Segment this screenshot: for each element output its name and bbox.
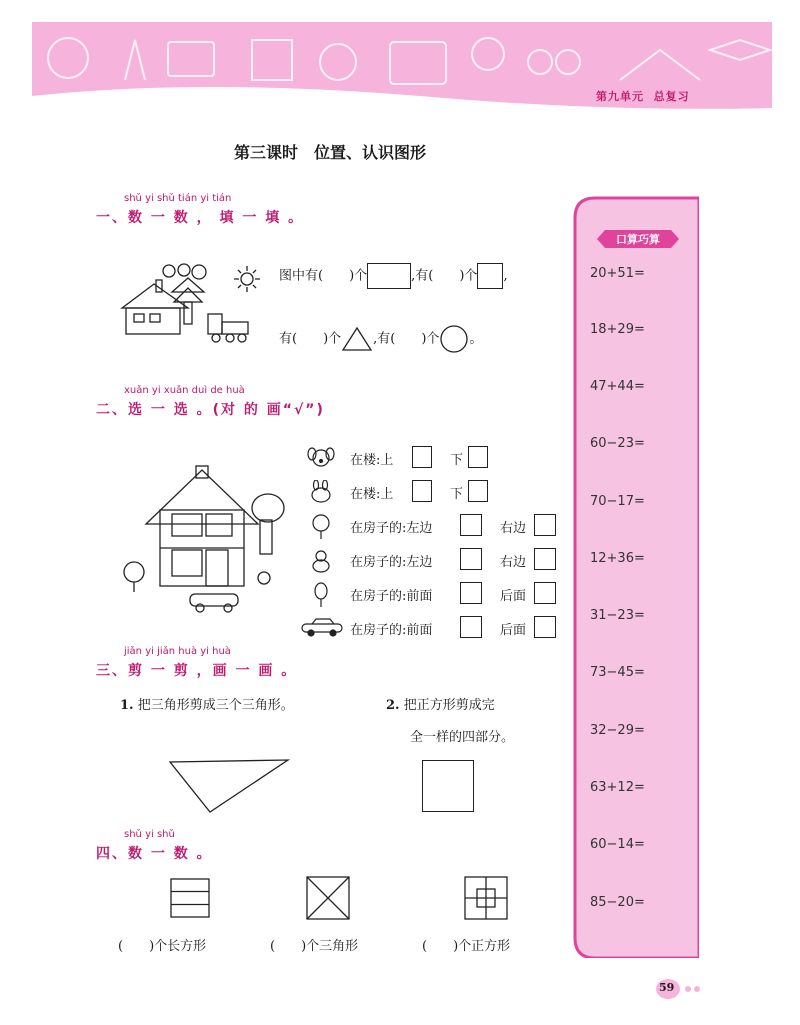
section2-pinyin: xuǎn yi xuǎn duì de huà — [124, 385, 245, 396]
dog-icon — [304, 446, 338, 470]
tree-icon — [306, 514, 336, 540]
calc-item: 12+36= — [590, 551, 645, 566]
question-2-number: 2. — [386, 698, 400, 713]
section4-title: 四、数 一 数 。 — [96, 846, 213, 862]
square-shape-icon — [477, 263, 503, 289]
question-1 — [120, 694, 294, 713]
calc-item: 85−20= — [590, 895, 645, 910]
calc-item: 18+29= — [590, 322, 645, 337]
choice-row — [300, 480, 570, 504]
rectangle-shape-icon — [367, 263, 411, 289]
fill-line-1-b: ,有( )个 — [411, 268, 478, 284]
question-1-text: 把三角形剪成三个三角形。 — [137, 698, 294, 713]
two-story-house-picture — [118, 464, 288, 616]
circle-shape-icon — [439, 324, 469, 354]
nested-squares-figure — [464, 876, 508, 920]
fill-line-2-b: ,有( )个 — [373, 331, 440, 347]
answer-box[interactable] — [534, 514, 556, 536]
choice-row-option: 下 — [450, 487, 464, 502]
calc-item: 31−23= — [590, 608, 645, 623]
cut-triangle[interactable] — [168, 758, 292, 814]
answer-box[interactable] — [468, 446, 488, 468]
choice-row-text: 在房子的:左边 — [350, 555, 433, 570]
fill-line-2 — [279, 324, 482, 354]
answer-box[interactable] — [412, 480, 432, 502]
fill-line-1 — [279, 263, 508, 289]
cut-square[interactable] — [422, 760, 474, 812]
answer-box[interactable] — [534, 616, 556, 638]
choice-row — [300, 582, 570, 606]
choice-row — [300, 548, 570, 572]
calc-item: 32−29= — [590, 723, 645, 738]
choice-row — [300, 446, 570, 470]
chick-icon — [308, 548, 334, 574]
choice-row-text: 在楼:上 — [350, 487, 394, 502]
rabbit-icon — [304, 480, 338, 504]
calc-item: 60−23= — [590, 436, 645, 451]
section4-pinyin: shǔ yi shǔ — [124, 829, 175, 840]
choice-row-text: 在房子的:左边 — [350, 521, 433, 536]
section3-title: 三、剪 一 剪 ，画 一 画 。 — [96, 663, 298, 679]
question-1-number: 1. — [120, 698, 134, 713]
choice-row — [300, 616, 570, 640]
section1-title: 一、数 一 数 ， 填 一 填 。 — [96, 210, 305, 226]
choice-row-option: 后面 — [500, 589, 527, 604]
small-tree-icon — [308, 582, 334, 608]
choice-row-option: 右边 — [500, 521, 527, 536]
answer-box[interactable] — [460, 514, 482, 536]
calc-item: 73−45= — [590, 665, 645, 680]
section2-title: 二、选 一 选 。(对 的 画“√”) — [96, 402, 325, 418]
count-rectangles: ( )个长方形 — [118, 939, 207, 954]
calc-item: 70−17= — [590, 494, 645, 509]
fill-line-2-a: 有( )个 — [279, 331, 342, 347]
triangle-shape-icon — [341, 326, 373, 352]
choice-row-text: 在楼:上 — [350, 453, 394, 468]
section1-pinyin: shǔ yi shǔ tián yi tián — [124, 193, 232, 204]
question-2-text: 把正方形剪成完 — [403, 698, 495, 713]
count-squares: ( )个正方形 — [422, 939, 511, 954]
crossed-square-figure — [306, 876, 350, 920]
stacked-rectangles-figure — [170, 878, 210, 918]
question-2-text-cont: 全一样的四部分。 — [410, 730, 515, 745]
sidebar-badge: 口算巧算 — [616, 233, 660, 246]
choice-row-option: 下 — [450, 453, 464, 468]
question-2 — [386, 694, 495, 713]
fill-line-1-a: 图中有( )个 — [279, 268, 368, 284]
answer-box[interactable] — [534, 548, 556, 570]
choice-row-text: 在房子的:前面 — [350, 589, 433, 604]
count-triangles: ( )个三角形 — [270, 939, 359, 954]
calc-item: 47+44= — [590, 379, 645, 394]
page-number-text: 59 — [659, 981, 675, 994]
lesson-title: 第三课时 位置、认识图形 — [233, 143, 426, 162]
choice-row-text: 在房子的:前面 — [350, 623, 433, 638]
answer-box[interactable] — [460, 582, 482, 604]
answer-box[interactable] — [460, 548, 482, 570]
choice-row — [300, 514, 570, 538]
calc-item: 60−14= — [590, 837, 645, 852]
answer-box[interactable] — [534, 582, 556, 604]
sun-icon — [232, 264, 262, 294]
answer-box[interactable] — [460, 616, 482, 638]
answer-box[interactable] — [412, 446, 432, 468]
choice-row-option: 右边 — [500, 555, 527, 570]
choice-row-option: 后面 — [500, 623, 527, 638]
calc-item: 63+12= — [590, 780, 645, 795]
section3-pinyin: jiǎn yi jiǎn huà yi huà — [124, 646, 231, 657]
calc-item: 20+51= — [590, 266, 645, 281]
fill-line-2-c: 。 — [469, 331, 483, 347]
fill-line-1-c: , — [503, 268, 508, 284]
unit-label: 第九单元 总复习 — [596, 90, 690, 103]
car-icon — [300, 618, 344, 638]
header-band — [0, 0, 800, 130]
answer-box[interactable] — [468, 480, 488, 502]
